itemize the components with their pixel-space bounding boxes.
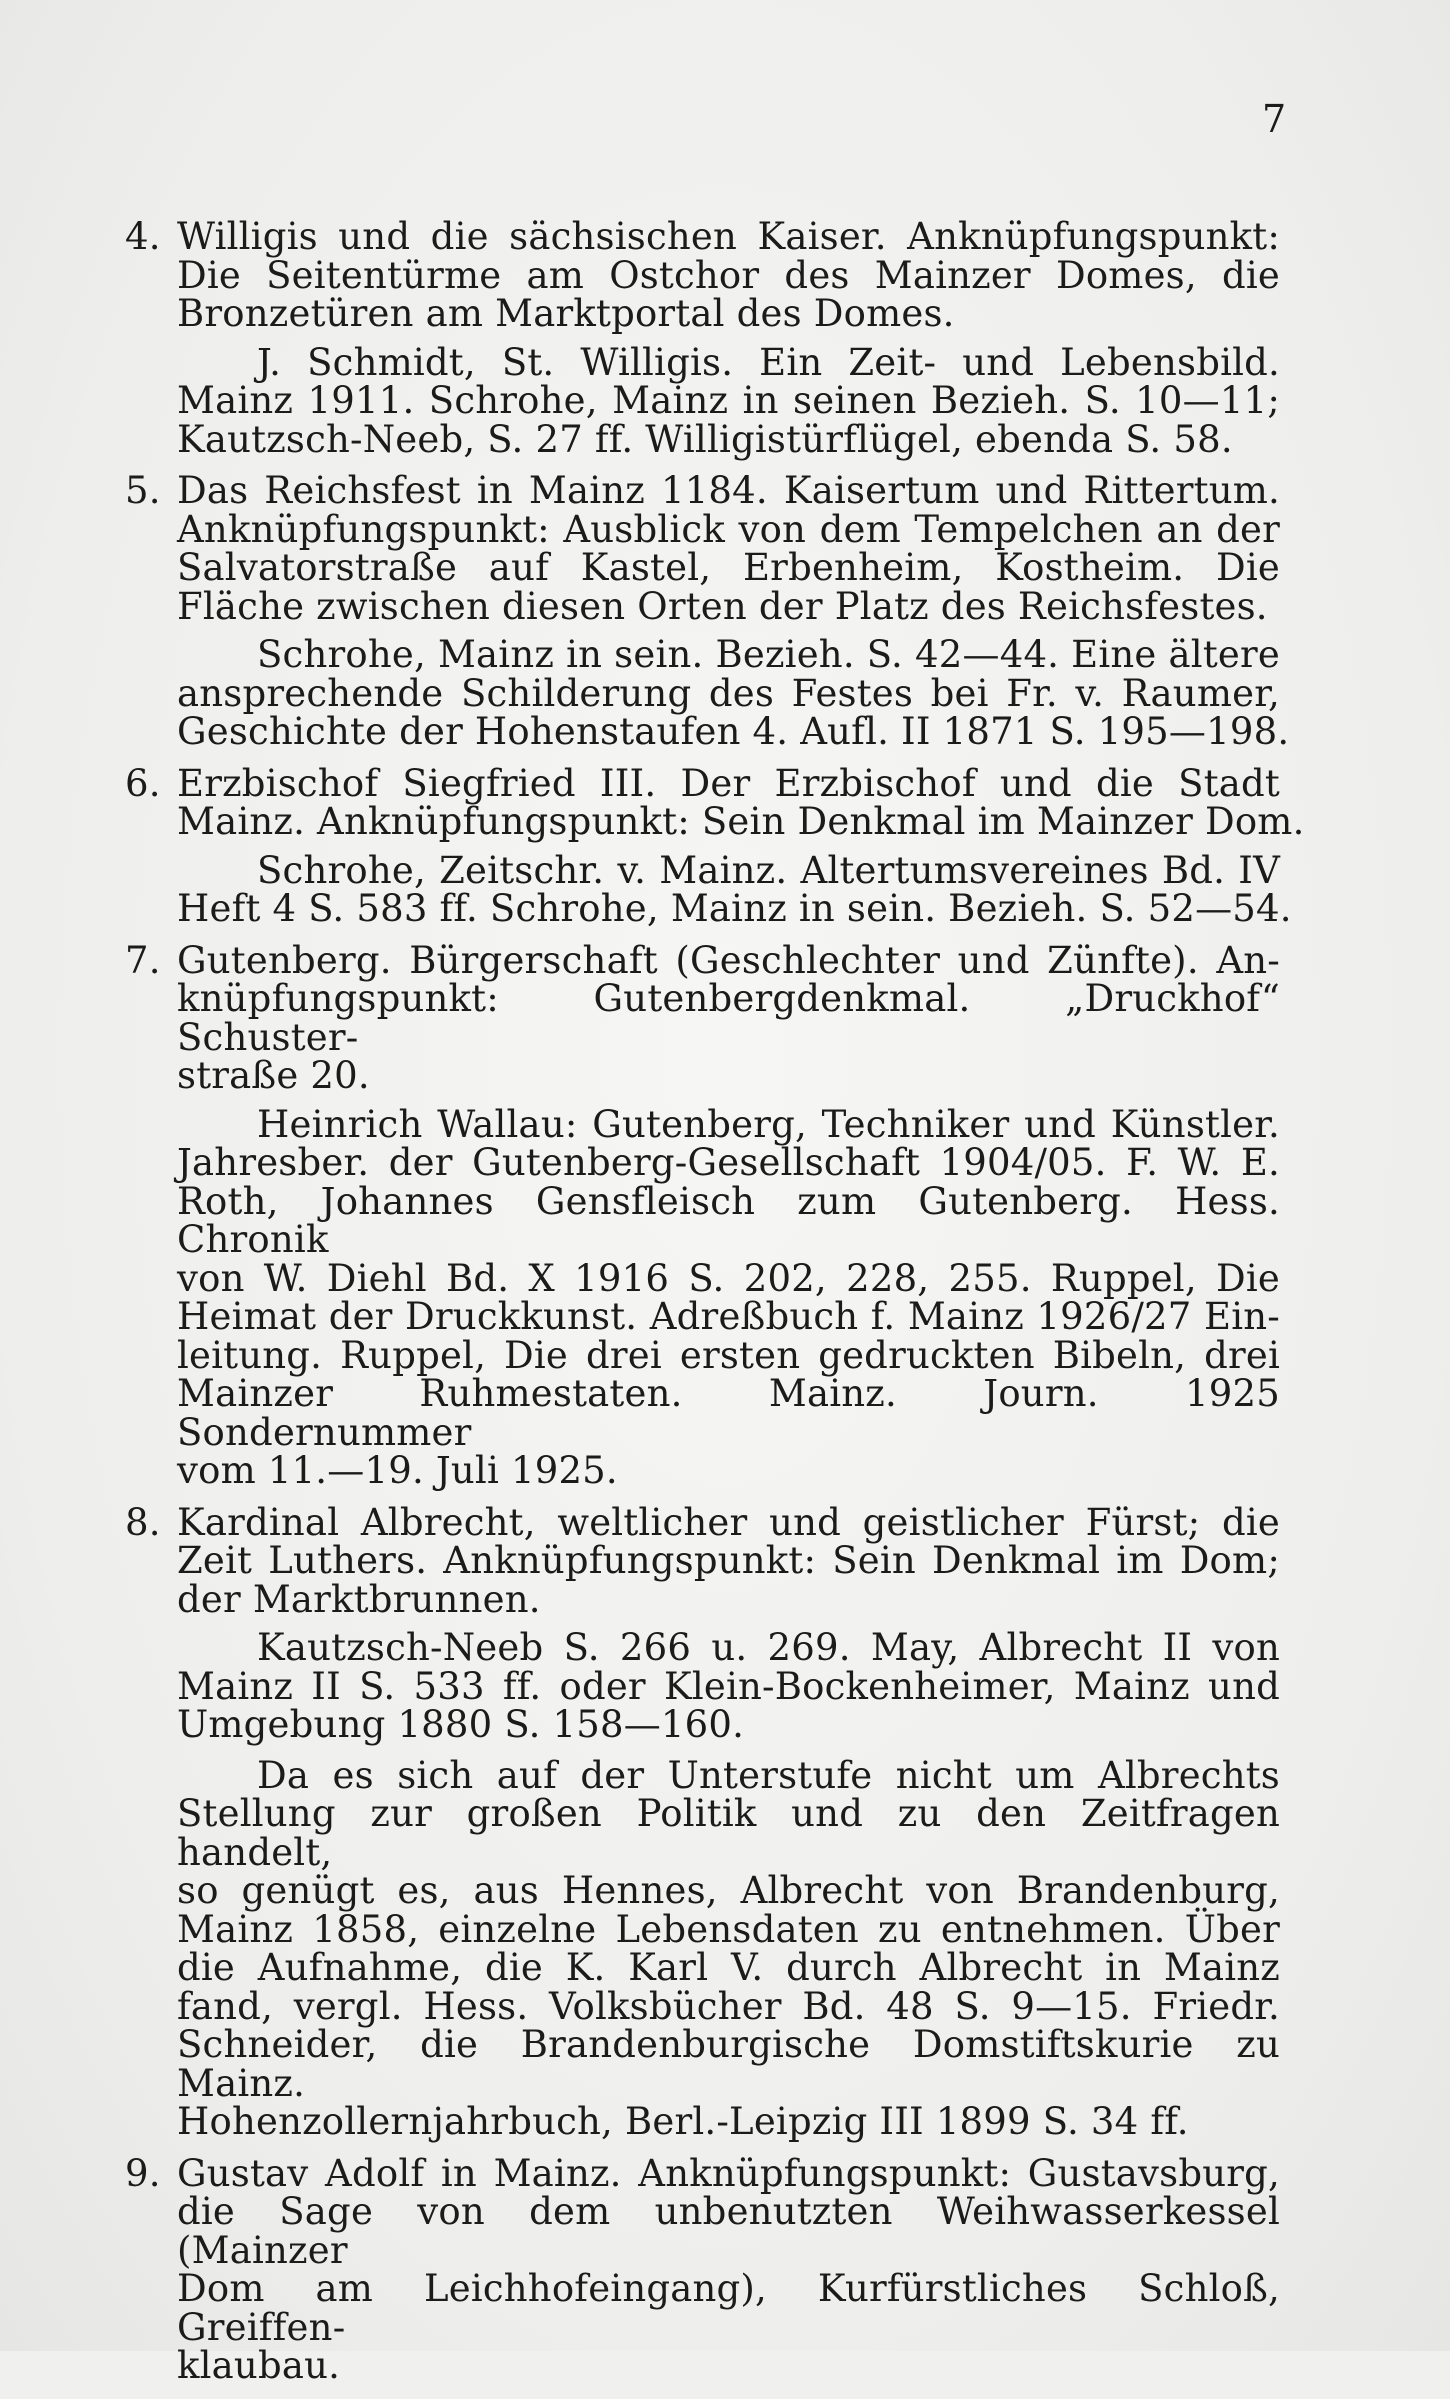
entry-number: 4. [125,215,161,258]
entry-line: klaubau. [177,2344,341,2387]
entry-line: straße 20. [177,1054,370,1097]
entry-line: die Sage von dem unbenutzten Weihwasserkessel (Mainzer [177,2190,1280,2272]
entry-line: knüpfungspunkt: Gutenbergdenkmal. „Druckhof“ Schuster- [177,977,1280,1059]
entry-line: Bronzetüren am Marktportal des Domes. [177,292,955,335]
reference-line: Mainz II S. 533 ff. oder Klein-Bockenheimer, Mainz und [177,1664,1280,1708]
entry-line: Fläche zwischen diesen Orten der Platz des Reichsfestes. [177,584,1268,628]
reference-line: Heft 4 S. 583 ff. Schrohe, Mainz in sein. Bezieh. S. 52—54. [177,887,1292,930]
entry-6 [125,761,1305,930]
reference-line: Umgebung 1880 S. 158—160. [177,1703,745,1746]
reference [177,1102,1280,1492]
reference-line: Schrohe, Mainz in sein. Bezieh. S. 42—44. Eine ältere [257,633,1280,676]
entry-line: Die Seitentürme am Ostchor des Mainzer Domes, die [177,253,1280,297]
entry-line: Gustav Adolf in Mainz. Anknüpfungspunkt: Gustavsburg, [177,2151,1280,2195]
reference [177,340,1280,461]
entry-number: 7. [125,938,161,982]
reference-line: Heinrich Wallau: Gutenberg, Techniker und Künstler. [257,1102,1280,1146]
reference [177,1626,1280,1746]
entry-line: Salvatorstraße auf Kastel, Erbenheim, Kostheim. Die [177,546,1280,589]
reference-line: Kautzsch-Neeb S. 266 u. 269. May, Albrecht II von [257,1626,1280,1669]
entry-5 [125,469,1290,753]
reference-line: Heimat der Druckkunst. Adreßbuch f. Mainz 1926/27 Ein- [177,1295,1280,1338]
entry-line: Kardinal Albrecht, weltlicher und geistlicher Fürst; die [177,1500,1280,1544]
entry-line: Das Reichsfest in Mainz 1184. Kaisertum und Rittertum. [177,469,1280,512]
entry-number: 8. [125,1500,161,1544]
entry-line: Zeit Luthers. Anknüpfungspunkt: Sein Denkmal im Dom; [177,1539,1280,1582]
reference [177,633,1290,753]
note-line: so genügt es, aus Hennes, Albrecht von Brandenburg, [177,1869,1280,1912]
entry-line: Dom am Leichhofeingang), Kurfürstliches Schloß, Greiffen- [177,2267,1280,2349]
text-block [125,215,1305,2399]
reference-line: Roth, Johannes Gensfleisch zum Gutenberg. Hess. Chronik [177,1179,1280,1261]
note [177,1753,1280,2143]
reference-line: leitung. Ruppel, Die drei ersten gedruckten Bibeln, drei [177,1333,1280,1377]
entry-number: 6. [125,761,161,805]
reference-line: J. Schmidt, St. Willigis. Ein Zeit- und Lebensbild. [257,340,1280,384]
entry-line: Willigis und die sächsischen Kaiser. Anknüpfungspunkt: [177,215,1280,258]
entry-line: Anknüpfungspunkt: Ausblick von dem Tempelchen an der [177,507,1280,551]
reference-line: Jahresber. der Gutenberg-Gesellschaft 1904/05. F. W. E. [177,1141,1280,1184]
entry-number: 9. [125,2151,161,2195]
entry-line: Mainz. Anknüpfungspunkt: Sein Denkmal im Mainzer Dom. [177,800,1305,843]
entry-number: 5. [125,469,161,512]
entry-4 [125,215,1280,461]
reference-line: von W. Diehl Bd. X 1916 S. 202, 228, 255. Ruppel, Die [177,1256,1280,1300]
reference-line: Mainz 1911. Schrohe, Mainz in seinen Bezieh. S. 10—11; [177,379,1280,422]
reference-line: Geschichte der Hohenstaufen 4. Aufl. II 1871 S. 195—198. [177,710,1290,753]
entry-line: der Marktbrunnen. [177,1577,541,1621]
reference-line: Mainzer Ruhmestaten. Mainz. Journ. 1925 Sondernummer [177,1372,1280,1454]
reference-line: Schrohe, Zeitschr. v. Mainz. Altertumsvereines Bd. IV [257,848,1280,892]
note-line: fand, vergl. Hess. Volksbücher Bd. 48 S. 9—15. Friedr. [177,1984,1280,2028]
entry-7 [125,938,1280,1492]
note-line: die Aufnahme, die K. Karl V. durch Albrecht in Mainz [177,1946,1280,1989]
reference-line: Kautzsch-Neeb, S. 27 ff. Willigistürflügel, ebenda S. 58. [177,417,1233,461]
reference-line: vom 11.—19. Juli 1925. [177,1449,618,1492]
entry-line: Erzbischof Siegfried III. Der Erzbischof und die Stadt [177,761,1280,805]
note-line: Stellung zur großen Politik und zu den Zeitfragen handelt, [177,1792,1280,1874]
entry-line: Gutenberg. Bürgerschaft (Geschlechter und Zünfte). An- [177,938,1280,982]
page-number: 7 [1262,97,1287,141]
reference-line: ansprechende Schilderung des Festes bei Fr. v. Raumer, [177,671,1280,715]
note-line: Da es sich auf der Unterstufe nicht um Albrechts [257,1753,1280,1797]
entry-8 [125,1500,1280,2143]
reference [177,848,1292,930]
note-line: Hohenzollernjahrbuch, Berl.-Leipzig III 1899 S. 34 ff. [177,2100,1189,2143]
note-line: Mainz 1858, einzelne Lebensdaten zu entnehmen. Über [177,1907,1280,1951]
note-line: Schneider, die Brandenburgische Domstiftskurie zu Mainz. [177,2023,1280,2105]
